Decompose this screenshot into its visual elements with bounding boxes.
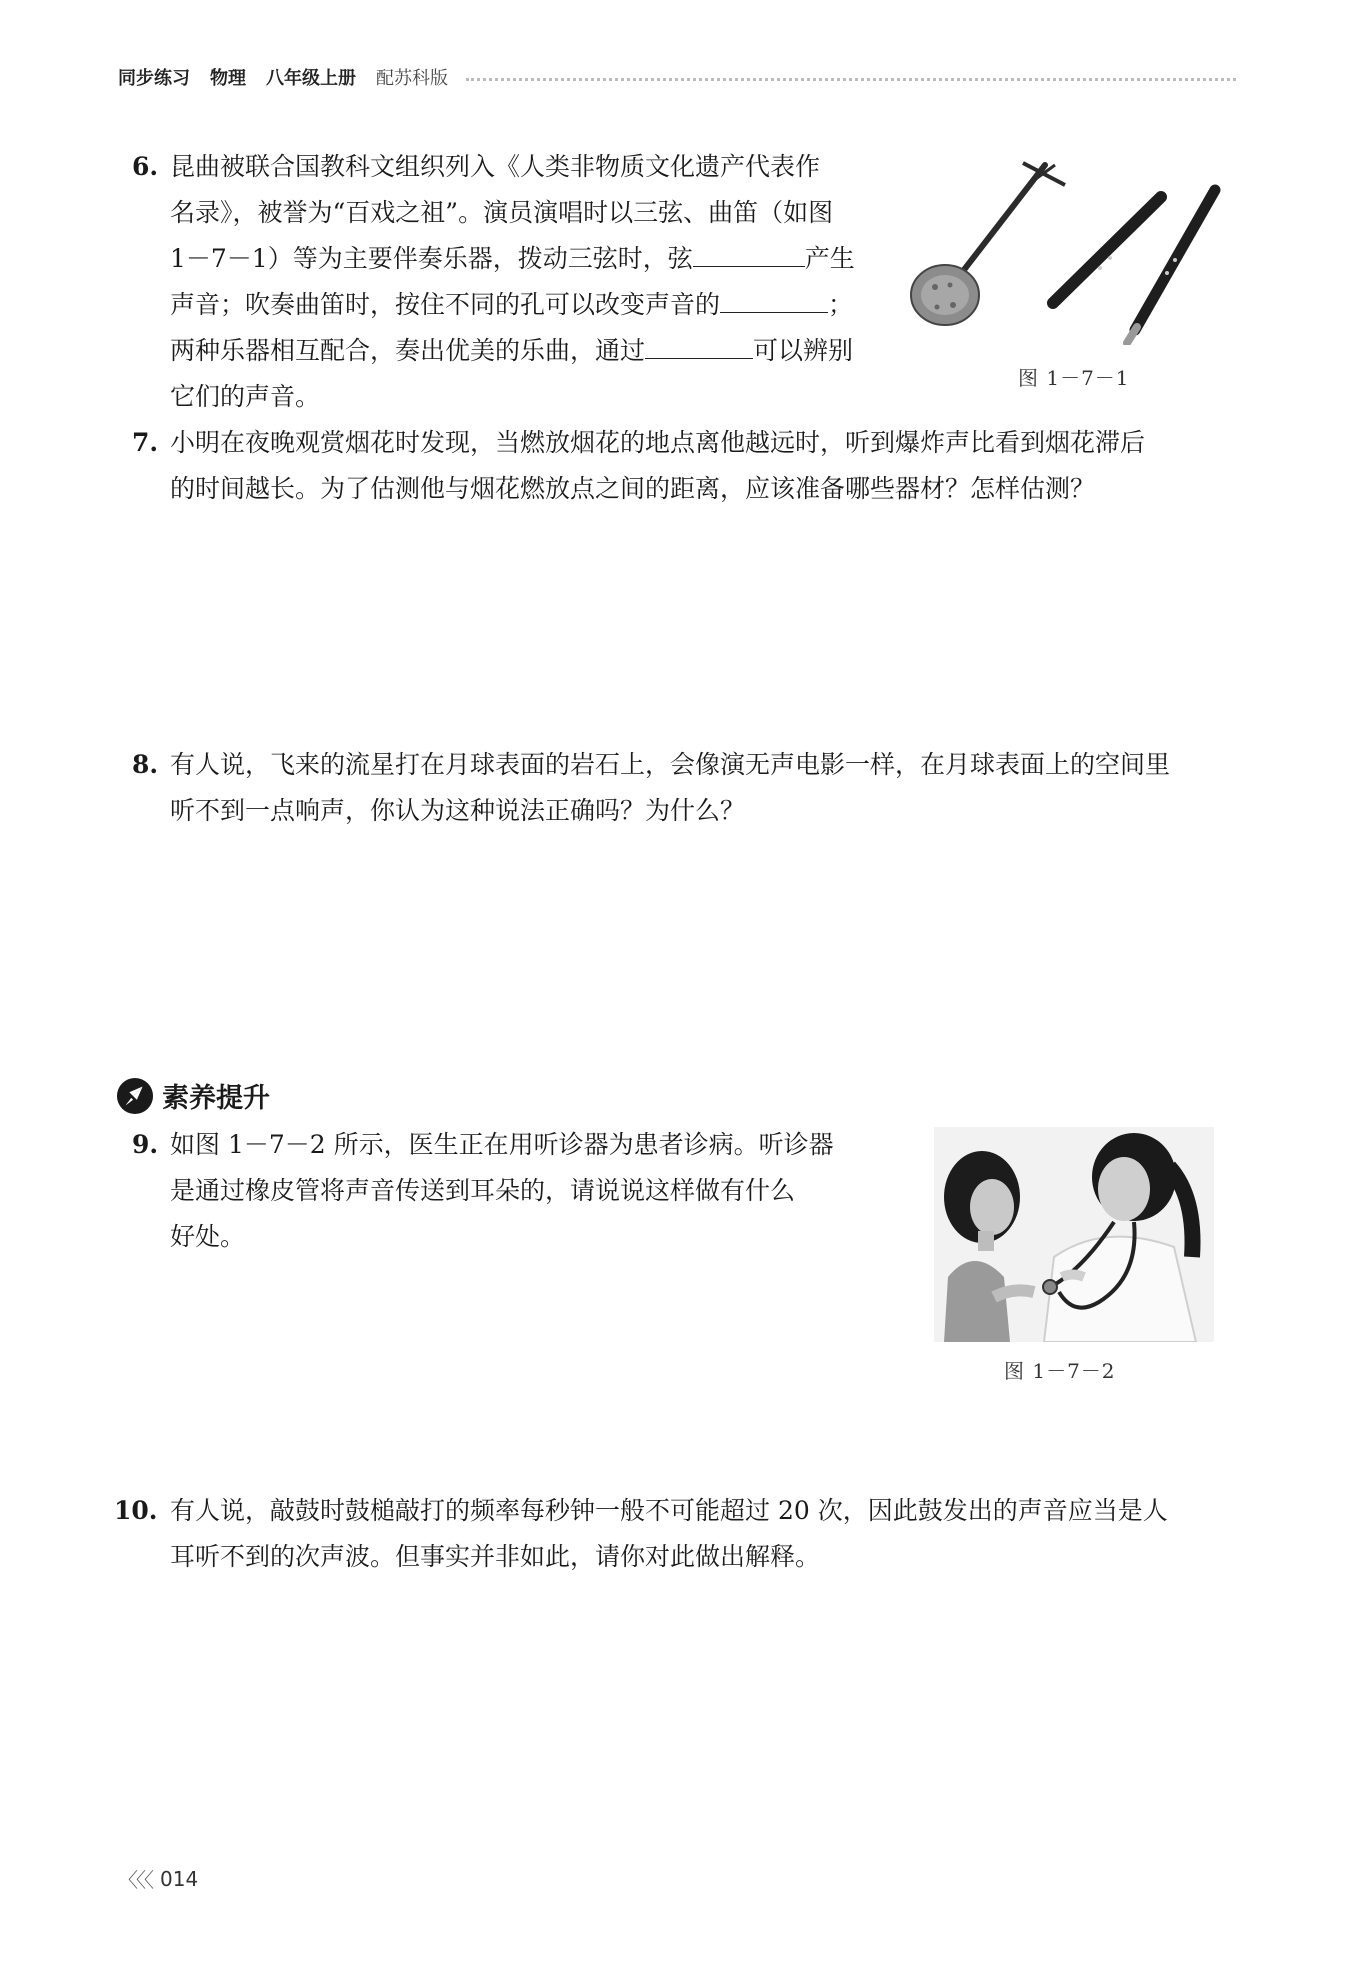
question-7	[132, 420, 1240, 512]
rocket-icon	[116, 1077, 154, 1115]
question-8	[132, 742, 1240, 834]
answer-blank-3[interactable]	[645, 332, 753, 359]
question-number: 10.	[114, 1496, 158, 1525]
q6-line-2: 名录》，被誉为“百戏之祖”。演员演唱时以三弦、曲笛（如图	[170, 198, 834, 227]
question-number: 8.	[132, 750, 159, 779]
q6-line-3: 1－7－1）等为主要伴奏乐器，拨动三弦时，弦 产生	[170, 236, 890, 282]
chevrons-left-icon: 〈〈〈	[118, 1868, 152, 1892]
q7-line-1: 小明在夜晚观赏烟花时发现，当燃放烟花的地点离他越远时，听到爆炸声比看到烟花滞后	[170, 428, 1146, 457]
question-number: 9.	[132, 1130, 159, 1159]
section-heading	[116, 1076, 270, 1115]
figure-doctor-stethoscope-photo	[934, 1127, 1214, 1342]
q7-line-2: 的时间越长。为了估测他与烟花燃放点之间的距离，应该准备哪些器材？怎样估测？	[170, 474, 1096, 503]
figure-1-7-1-caption: 图 1－7－1	[1018, 366, 1130, 390]
header-subject: 物理	[210, 68, 246, 89]
question-9	[132, 1122, 890, 1260]
header-edition: 配苏科版	[376, 68, 448, 89]
section-title: 素养提升	[162, 1083, 270, 1114]
q10-line-2: 耳听不到的次声波。但事实并非如此，请你对此做出解释。	[170, 1542, 821, 1571]
page-footer	[118, 1864, 198, 1893]
q6-line-1: 昆曲被联合国教科文组织列入《人类非物质文化遗产代表作	[170, 152, 821, 181]
q6-line-6: 它们的声音。	[170, 382, 321, 411]
q9-line-2: 是通过橡皮管将声音传送到耳朵的，请说说这样做有什么	[170, 1176, 796, 1205]
q8-line-1: 有人说，飞来的流星打在月球表面的岩石上，会像演无声电影一样，在月球表面上的空间里	[170, 750, 1171, 779]
answer-blank-1[interactable]	[693, 240, 805, 267]
q10-line-1: 有人说，敲鼓时鼓槌敲打的频率每秒钟一般不可能超过 20 次，因此鼓发出的声音应当是人	[170, 1496, 1168, 1525]
header-grade: 八年级上册	[266, 68, 356, 89]
question-10	[114, 1488, 1240, 1580]
question-number: 6.	[132, 152, 159, 181]
q6-line-4: 声音；吹奏曲笛时，按住不同的孔可以改变声音的 ；	[170, 282, 890, 328]
header-dotted-rule	[466, 78, 1236, 81]
page-header	[118, 62, 1236, 92]
q9-line-1: 如图 1－7－2 所示，医生正在用听诊器为患者诊病。听诊器	[170, 1130, 834, 1159]
page-number: 014	[160, 1866, 199, 1891]
q9-line-3: 好处。	[170, 1222, 246, 1251]
figure-1-7-2-caption: 图 1－7－2	[1004, 1359, 1116, 1383]
question-6	[132, 144, 890, 420]
header-series: 同步练习	[118, 68, 190, 89]
q6-line-5: 两种乐器相互配合，奏出优美的乐曲，通过 可以辨别	[170, 328, 890, 374]
answer-blank-2[interactable]	[720, 286, 828, 313]
figure-sanxian-qudi	[905, 155, 1235, 345]
q8-line-2: 听不到一点响声，你认为这种说法正确吗？为什么？	[170, 796, 746, 825]
question-number: 7.	[132, 428, 159, 457]
